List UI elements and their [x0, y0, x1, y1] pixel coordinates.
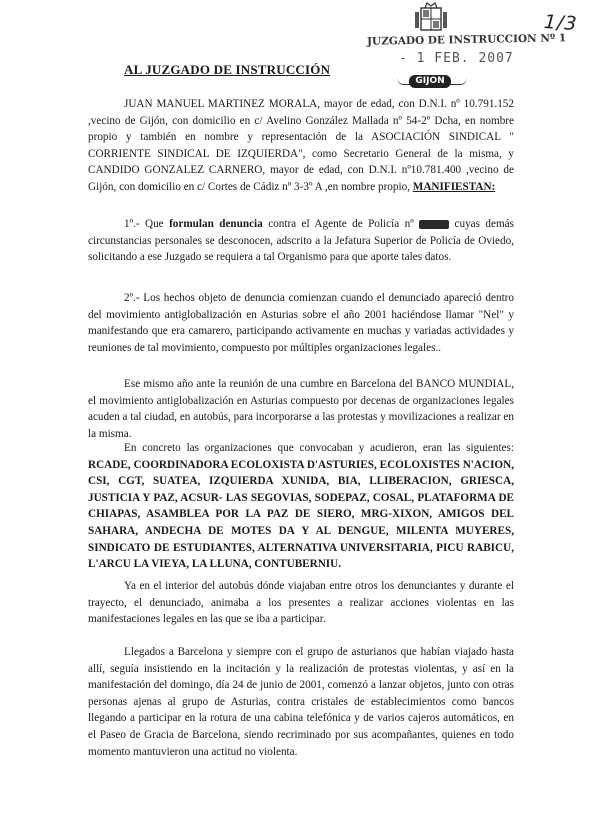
paragraph-5: [88, 578, 514, 628]
p1-lead: 1º.- Que: [124, 218, 164, 230]
intro-text: JUAN MANUEL MARTINEZ MORALA, mayor de edad, con D.N.I. nº 10.791.152 ,vecino de Gijón, con domicilio en c/ Avelino González Mallada nº 54-2º Dcha, en nombre propio y también en nombre y representación de la ASOCIACIÓN SINDICAL " CORRIENTE SINDICAL DE IZQUIERDA", como Secretario General de la misma, y CANDIDO GONZALEZ CARNERO, mayor de edad, con D.N.I. nº10.781.400 ,vecino de Gijón, con domicilio en c/ Cortes de Cádiz nº 3-3º A ,en nombre propio,: [88, 98, 514, 193]
p1-rest: cuyas demás circunstancias personales se desconocen, adscrito a la Jefatura Superior de Policía de Oviedo, solicitando a ese Juzgado se requiera a tal Organismo para que aporte tales datos.: [88, 218, 515, 264]
redacted-badge-number: [419, 220, 449, 229]
page-number: 1/3: [543, 10, 579, 36]
paragraph-3: [88, 376, 514, 442]
p2-text: 2º.- Los hechos objeto de denuncia comienzan cuando el denunciado apareció dentro del movimiento antiglobalización en Asturias sobre el año 2001 haciéndose llamar "Nel" y manifestando que era camarero, participando activamente en muchas y variadas actividades y reuniones de tal movimiento, compuesto por múltiples organizaciones legales..: [88, 292, 514, 354]
stamp-court-name: JUZGADO DE INSTRUCCION Nº 1: [366, 32, 567, 48]
stamp-date: - 1 FEB. 2007: [399, 51, 514, 66]
p6-text: Llegados a Barcelona y siempre con el grupo de asturianos que habían viajado hasta allí, seguía insistiendo en la incitación y la realización de protestas violentas, y así en la manifestación del domingo, día 24 de junio de 2001, comenzó a lanzar objetos, junto con otras personas ajenas al grupo de Asturias, contra cristales de establecimientos como bancos llegando a participar en la rotura de una cabina telefónica y de varios cajeros automáticos, en el Paseo de Gracia de Barcelona, siendo recriminado por sus acompañantes, quienes en todo momento mantuvieron una actitud no violenta.: [88, 646, 514, 758]
paragraph-4: [88, 440, 514, 573]
paragraph-1: [88, 216, 514, 266]
p5-text: Ya en el interior del autobús dónde viajaban entre otros los denunciantes y durante el trayecto, el denunciado, animaba a los presentes a realizar acciones violentas en las manifestaciones legales en las que se iba a participar.: [88, 580, 514, 626]
stamp-city: GIJON: [409, 75, 451, 88]
paragraph-2: [88, 290, 514, 356]
organizations-list: RCADE, COORDINADORA ECOLOXISTA D'ASTURIES, ECOLOXISTES N'ACION, CSI, CGT, SUATEA, IZQUIERDA XUNIDA, BIA, LLIBERACION, GRIESCA, JUSTICIA Y PAZ, ACSUR- LAS SEGOVIAS, SODEPAZ, COSAL, PLATAFORMA DE CHIAPAS, ASAMBLEA POR LA PAZ DE SIERO, MRG-XIXON, AMIGOS DEL SAHARA, ANDECHA DE MOTES DA Y AL DENGUE, MILENTA MUYERES, SINDICATO DE ESTUDIANTES, ALTERNATIVA UNIVERSITARIA, PICU RABICU, L'ARCU LA VIEYA, LA LLUNA, CONTUBERNIU.: [88, 458, 514, 571]
manifiestan-heading: MANIFIESTAN:: [412, 180, 496, 193]
p1-bold: formulan denuncia: [169, 218, 263, 230]
coat-of-arms-icon: [413, 2, 449, 34]
intro-paragraph: [88, 96, 514, 196]
p3-text: Ese mismo año ante la reunión de una cumbre en Barcelona del BANCO MUNDIAL, el movimiento antiglobalización en Asturias compuesto por decenas de organizaciones legales acuden a tal ciudad, en autobús, para incorporarse a las protestas y movilizaciones a realizar en la misma.: [88, 378, 514, 440]
p1-mid: contra el Agente de Policía nº: [268, 218, 414, 230]
p4-intro: En concreto las organizaciones que convocaban y acudieron, eran las siguientes:: [124, 442, 514, 454]
document-title: AL JUZGADO DE INSTRUCCIÓN: [124, 62, 331, 77]
paragraph-6: [88, 644, 514, 760]
